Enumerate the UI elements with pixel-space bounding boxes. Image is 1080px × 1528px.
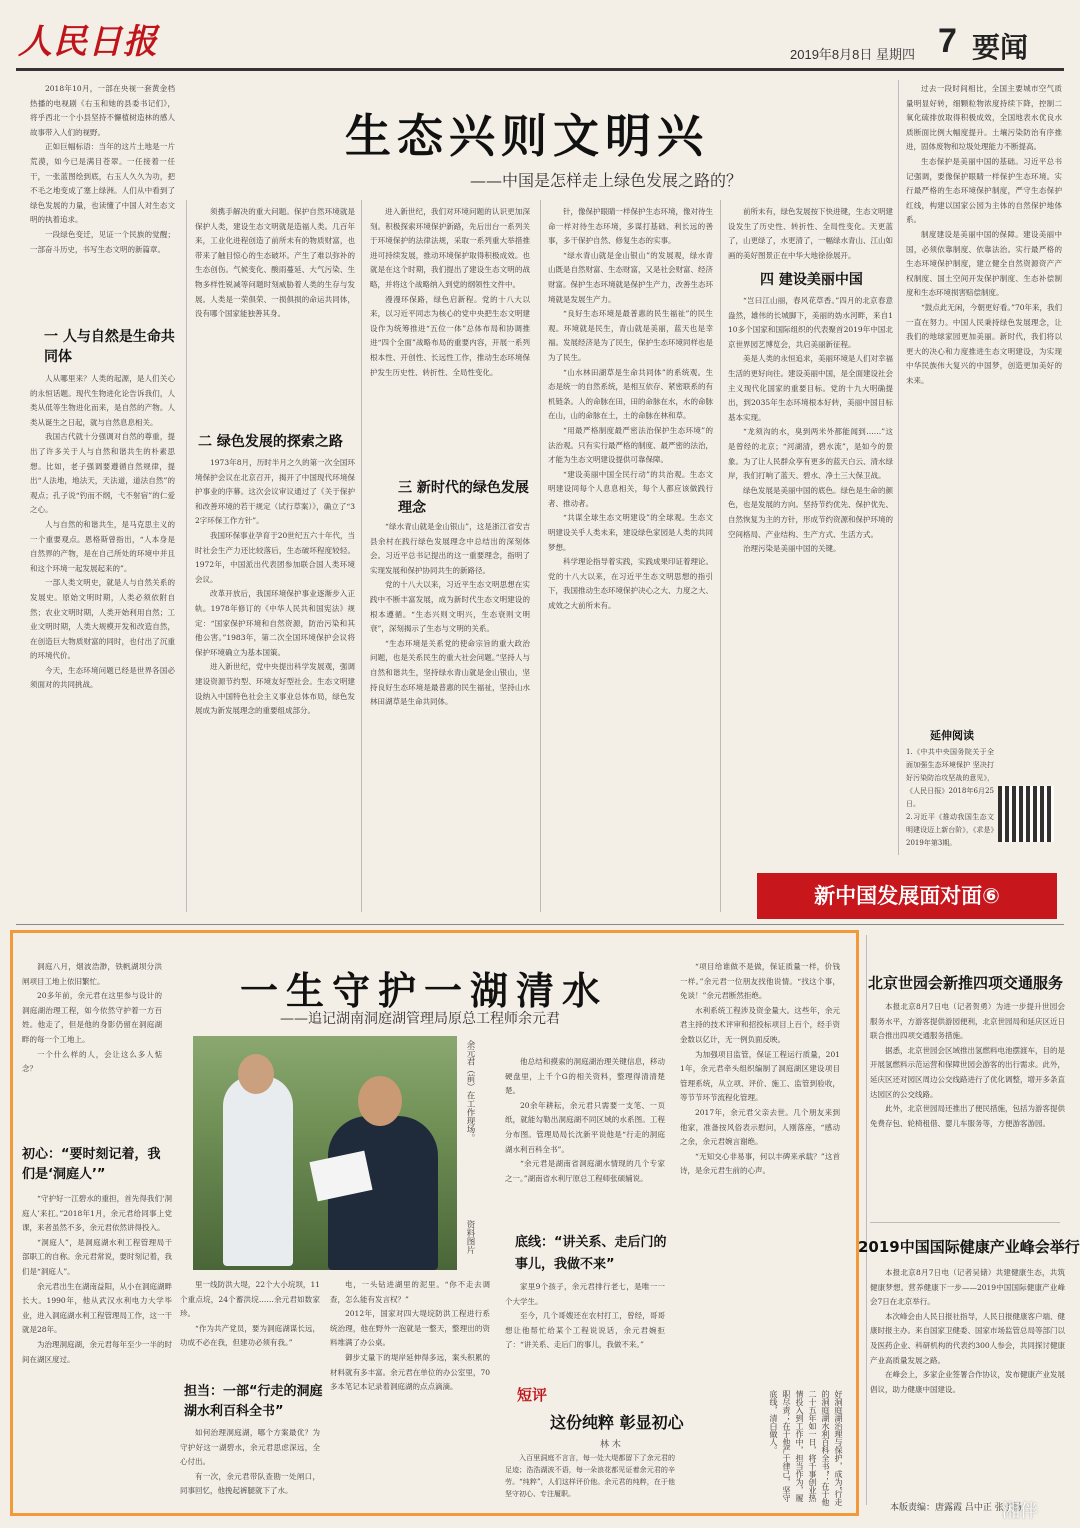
- column-3-top: 进入新世纪，我们对环境问题的认识更加深刻。积极探索环境保护新路，先后出台一系列关于环境保护的法律法规，采取一系列重大举措推进可持续发展，推动环境保护取得积极成效。也就是在这个时期，我们提出了建设生态文明的战略，并将这个战略纳入到党的纲领性文件中。 漫漫环保路，绿色启新程。党的十八大以来，以习近平同志为核心的党中央把生态文明建设作为统筹推进“五位一体”总体布局和协调推进“四个全面”战略布局的重要内容，开展一系列根本性、开创性、长远性工作，推动生态环境保护发生历史性、转折性、全局性变化。: [370, 207, 530, 377]
- feature-section-1-body: “守护好一江碧水的重担，首先得我们‘洞庭人’来扛。”2018年1月，余元君给同事上党课，来者虽然不多，余元君依然讲得投入。 “洞庭人”，是洞庭湖水利工程管理局干部职工的自称。余元君常说，要时刻记着，我们是“洞庭人”。 余元君出生在湖南益阳，从小在洞庭湖畔长大。1990年，他从武汉水利电力大学毕业，进入洞庭湖水利工程管理局工作，这一干就是28年。 为治理洞庭湖，余元君每年至少一半的时间在湖区度过。: [22, 1194, 172, 1364]
- column-divider: [898, 80, 899, 855]
- qr-code-icon: [998, 786, 1054, 842]
- feature-subheading-1: 初心：“要时刻记着，我们是‘洞庭人’”: [22, 1147, 161, 1182]
- feature-section-2-body: 如何治理洞庭湖，哪个方案最优？为守护好这一湖碧水，余元君思虑深远，全心付出。 有一次，余元君带队查勘一处闸口，同事回忆，他挽起裤腿就下了水。: [180, 1428, 320, 1496]
- commentary-author: 林 木: [600, 1440, 621, 1450]
- column-divider: [540, 200, 541, 912]
- commentary-quote: 好洞庭湖治理与保护，成为“行走的洞庭湖水利百科全书”；在于他二十五年如一日，将千事创业热情投入到工作中，担当作为，履职尽责；在于他严于律己，坚守底线，清白做人。: [769, 1390, 843, 1507]
- feature-subtitle: ——追记湖南洞庭湖管理局原总工程师余元君: [280, 1011, 560, 1027]
- main-article-title: 生态兴则文明兴: [345, 109, 709, 163]
- feature-text-block: 电，一头钻进湖里的泥里。“你不走去调查，怎么能有发言权？” 2012年，国家对四大堤垸防洪工程进行系统治理，他在野外一泡就是一整天，整理出的资料堆满了办公桌。 御步丈量下的堤岸延伸得多远，案头积累的材料就有多丰富。余元君在单位的办公室里，70多本笔记本记录着洞庭湖的点点滴滴。: [330, 1280, 490, 1392]
- feature-text-block: 他总结和摸索的洞庭湖治理关键信息，移动硬盘里，上千个G的相关资料，整理得清清楚楚。 20余年耕耘，余元君只需要一支笔、一页纸，就能勾勒出洞庭湖不同区域的水系图。工程分布图。管理局局长沈新平说他是“行走的洞庭湖水利百科全书”。 “余元君是湖南省洞庭湖水情现的几个专家之一。”湖南省水利厅原总工程师张硕辅说。: [505, 1057, 665, 1183]
- column-divider: [186, 200, 187, 912]
- side-news-1-title: 北京世园会新推四项交通服务: [868, 974, 1064, 992]
- photo-credit: 资料图片: [465, 1220, 475, 1254]
- column-divider: [866, 935, 867, 1505]
- feature-text-block: “项目给谁做不是做，保证质量一样，价钱一样。”余元君一位朋友找他说情。“找这个事，免谈！”余元君断然拒绝。 水利系统工程涉及资金量大。这些年，余元君主持的技术评审和招投标项目上百个，经手资金数以亿计，无一例负面反映。 为加强项目监管，保证工程运行质量，2011年，余元君牵头组织编制了洞庭湖区建设项目管理系统，从立项、评价、施工、监管到验收，等节节环节流程化管理。 2017年，余元君父亲去世。几个朋友来到他家，准备按风俗表示慰问，人刚落座，“感动之余，余元君婉言谢绝。 “无知交心非易事，何以丰碑来承载？”这首诗，是余元君生前的心声。: [680, 962, 840, 1176]
- column-6-body: 过去一段时间相比，全国主要城市空气质量明显好转，细颗粒物浓度持续下降，控制二氧化硫排放取得积极成效，全国地表水优良水质断面比例大幅度提升。土壤污染防治有序推进，固体废物和垃圾处理能力不断提高。 生态保护是美丽中国的基础。习近平总书记强调，要像保护眼睛一样保护生态环境。实行最严格的生态环境保护制度，严守生态保护红线，构建以国家公园为主体的自然保护地体系。 制度建设是美丽中国的保障。建设美丽中国，必须依靠制度、依靠法治。实行最严格的生态环境保护制度，建立健全自然资源资产产权制度、国土空间开发保护制度、生态补偿制度和生态环境损害赔偿制度。 “鼓点此无闲，今朝更好看。”70年来，我们一直在努力。中国人民秉持绿色发展理念，让我们的地球家园更加美丽。新时代，我们将以更大的决心和力度推进生态文明建设，为实现中华民族伟大复兴的中国梦，创造更加美好的未来。: [906, 84, 1062, 385]
- section-3-heading: 三 新时代的绿色发展理念: [398, 480, 529, 516]
- masthead-rule: [16, 68, 1064, 71]
- section-1-body: 人从哪里来？人类的起源，是人们关心的永恒话题。现代生物进化论告诉我们，人类从低等生物进化而来，是自然的产物。人类从诞生之日起，就与自然息息相关。 我国古代就十分强调对自然的尊重，提出了许多关于人与自然和谐共生的朴素思想。比如，老子强调要遵循自然规律，提出“人法地，地法天，天法道，道法自然”的观点；孔子说“钓而不纲，弋不射宿”的仁爱之心。 人与自然的和谐共生，是马克思主义的一个重要观点。恩格斯曾指出，“人本身是自然界的产物，是在自己所处的环境中并且和这个环境一起发展起来的”。 一部人类文明史，就是人与自然关系的发展史。原始文明时期，人类必须依附自然；农业文明时期，人类开始利用自然；工业文明时期，人类大规模开发和改造自然，在创造巨大物质财富的同时，也付出了沉重的环境代价。 今天，生态环境问题已经是世界各国必须面对的共同挑战。: [30, 374, 175, 690]
- watermark-logo: 湘伴: [1002, 1501, 1038, 1522]
- side-news-rule: [870, 1222, 1060, 1223]
- feature-photo: [193, 1036, 457, 1270]
- page-editors: 本版责编：唐露霞 吕中正 张子扬: [890, 1503, 1022, 1513]
- side-news-2-body: 本报北京8月7日电（记者吴储）共建健康生态，共筑健康梦想。营养健康下一步——2019中国国际健康产业峰会7日在北京举行。 本次峰会由人民日报社指导，人民日报健康客户端、健康时报主办。来自国家卫健委、国家市场监管总局等部门以及医药企业、科研机构的代表约300人参会，共同探讨健康产业高质量发展之路。 在峰会上，多家企业签署合作协议，发布健康产业发展倡议，助力健康中国建设。: [870, 1268, 1065, 1394]
- column-divider: [361, 200, 362, 912]
- issue-date: 2019年8月8日 星期四: [790, 47, 915, 62]
- section-rule: [16, 924, 1064, 925]
- extended-reading-list: 1.《中共中央国务院关于全面加强生态环境保护 坚决打好污染防治攻坚战的意见》，《人民日报》2018年6月25日。 2.习近平《推动我国生态文明建设迈上新台阶》，《求是》2019年第3期。: [906, 748, 994, 847]
- newspaper-logo: 人民日报: [18, 22, 158, 62]
- photo-figure: [238, 1054, 274, 1094]
- photo-caption: 余元君（前）在工作现场。: [465, 1040, 475, 1142]
- photo-figure: [223, 1076, 293, 1266]
- photo-figure: [358, 1076, 402, 1126]
- section-4-heading: 四 建设美丽中国: [760, 272, 863, 288]
- section-1-heading: 一 人与自然是生命共同体: [44, 329, 175, 365]
- column-4-body: 针，像保护眼睛一样保护生态环境，像对待生命一样对待生态环境，多谋打基础、利长远的善事，多干保护自然、修复生态的实事。 “绿水青山就是金山银山”的发展观，绿水青山既是自然财富、生态财富，又是社会财富、经济财富。保护生态环境就是保护生产力，改善生态环境就是发展生产力。 “良好生态环境是最普惠的民生福祉”的民生观。环境就是民生，青山就是美丽，蓝天也是幸福。发展经济是为了民生，保护生态环境同样也是为了民生。 “山水林田湖草是生命共同体”的系统观。生态是统一的自然系统，是相互依存、紧密联系的有机链条。人的命脉在田，田的命脉在水，水的命脉在山，山的命脉在土，土的命脉在林和草。 “用最严格制度最严密法治保护生态环境”的法治观。只有实行最严格的制度、最严密的法治，才能为生态文明建设提供可靠保障。 “建设美丽中国全民行动”的共治观。生态文明建设同每个人息息相关，每个人都应该做践行者、推动者。 “共谋全球生态文明建设”的全球观。生态文明建设关乎人类未来，建设绿色家园是人类的共同梦想。 科学理论指导着实践，实践成果印证着理论。党的十八大以来，在习近平生态文明思想的指引下，我国推动生态环境保护决心之大、力度之大、成效之大前所未有。: [548, 207, 713, 611]
- column-2-top: 须携手解决的重大问题。保护自然环境就是保护人类，建设生态文明就是造福人类。几百年来，工业化进程创造了前所未有的物质财富，也带来了触目惊心的生态破坏。产生了难以弥补的生态创伤。气候变化、酸雨蔓延、大气污染、生物多样性锐减等问题时刻威胁着人类的生存与发展。人类是一荣俱荣、一损俱损的命运共同体，没有哪个国家能独善其身。: [195, 207, 355, 319]
- column-divider: [720, 200, 721, 912]
- main-article-subtitle: ——中国是怎样走上绿色发展之路的？: [470, 171, 743, 190]
- feature-lead: 洞庭八月，烟波浩渺，铁帆湖坝分洪闸项目工地上依旧繁忙。 20多年前，余元君在这里参与设计的洞庭湖治理工程，如今依然守护着一方百姓。他走了，但是他的身影仍留在洞庭湖畔的每一个工地上。 一个什么样的人，会让这么多人惦念？: [22, 962, 162, 1074]
- feature-text-block: 里一线防洪大堤，22个大小垸坝，11个重点垸，24个蓄洪垸……余元君如数家珍。 “作为共产党员，要为洞庭湖谋长远，功成不必在我，但建功必须有我。”: [180, 1280, 320, 1348]
- side-news-2-title: 2019中国国际健康产业峰会举行: [858, 1238, 1080, 1256]
- page-section-name: 要闻: [972, 31, 1029, 64]
- section-2-body: 1973年8月，历时半月之久的第一次全国环境保护会议在北京召开，揭开了中国现代环境保护事业的序幕。这次会议审议通过了《关于保护和改善环境的若干规定（试行草案）》，确立了“32字环保工作方针”。 我国环保事业孕育于20世纪五六十年代，当时社会生产力还比较落后，生态破坏程度较轻。1972年，中国派出代表团参加联合国人类环境会议。 改革开放后，我国环境保护事业逐渐步入正轨。1978年修订的《中华人民共和国宪法》规定：“国家保护环境和自然资源，防治污染和其他公害。”1983年，第二次全国环境保护会议将保护环境确立为基本国策。 进入新世纪，党中央提出科学发展观，强调建设资源节约型、环境友好型社会。生态文明建设纳入中国特色社会主义事业总体布局，绿色发展成为新发展理念的重要组成部分。: [195, 458, 355, 716]
- main-article-lead: 2018年10月，一部在央视一套黄金档热播的电视剧《右玉和她的县委书记们》，将乎西北一个小县坚持不懈植树造林的感人故事带入人们的视野。 正如巨幅标语：当年的这片土地是一片荒漠，如今已是满目苍翠。一任接着一任干，一张蓝图绘到底，右玉人久久为功，把不毛之地变成了塞上绿洲。人们从中看到了绿色发展的力量，也读懂了中国人对生态文明的执着追求。 一段绿色变迁，见证一个民族的觉醒；一部奋斗历史，书写生态文明的新篇章。: [30, 84, 175, 254]
- feature-subheading-2: 担当：一部“行走的洞庭湖水利百科全书”: [184, 1384, 323, 1419]
- commentary-title: 这份纯粹 彰显初心: [550, 1413, 684, 1432]
- extended-reading-heading: 延伸阅读: [930, 729, 974, 742]
- feature-section-3-body: 家里9个孩子，余元君排行老七，是唯一一个大学生。 至今，几个哥嫂还在农村打工，曾经，哥哥想让他帮忙给某个工程说说话，余元君婉拒了：“讲关系、走后门的事儿，我做不来。”: [505, 1282, 665, 1350]
- commentary-tag: 短评: [517, 1386, 548, 1404]
- column-5-top: 前所未有，绿色发展按下快进键，生态文明建设发生了历史性、转折性、全局性变化。天更蓝了，山更绿了，水更清了，一幅绿水青山、江山如画的美好图景正在中华大地徐徐展开。: [728, 207, 893, 260]
- section-4-body: “岂曰江山丽，春风花草香。”四月的北京春意盎然，雄伟的长城脚下，美丽的妫水河畔，来自110多个国家和国际组织的代表聚首2019年中国北京世界园艺博览会，共启美丽新征程。 美是人类的永恒追求，美丽环境是人们对幸福生活的更好向往。建设美丽中国，是全面建设社会主义现代化国家的重要目标。党的十九大明确提出，到2035年生态环境根本好转，美丽中国目标基本实现。 “龙须沟的水，臭到两米外都能闻到……”这是曾经的北京；“河湖清，碧水流”，是如今的景象。为了让人民群众享有更多的蓝天白云、清水绿岸，我们打响了蓝天、碧水、净土三大保卫战。 绿色发展是美丽中国的底色。绿色是生命的颜色，也是发展的方向。坚持节约优先、保护优先、自然恢复为主的方针，形成节约资源和保护环境的空间格局、产业结构、生产方式、生活方式。 治理污染是美丽中国的关键。: [728, 296, 893, 554]
- section-3-body: “绿水青山就是金山银山”，这是浙江省安吉县余村在践行绿色发展理念中总结出的深刻体会。习近平总书记提出的这一重要理念，指明了实现发展和保护协同共生的新路径。 党的十八大以来，习近平生态文明思想在实践中不断丰富发展，成为新时代生态文明建设的根本遵循。“生态兴则文明兴，生态衰则文明衰”，深刻揭示了生态与文明的关系。 “生态环境是关系党的使命宗旨的重大政治问题，也是关系民生的重大社会问题。”坚持人与自然和谐共生，坚持绿水青山就是金山银山，坚持良好生态环境是最普惠的民生福祉，坚持山水林田湖草是生命共同体。: [370, 522, 530, 707]
- side-news-1-body: 本报北京8月7日电（记者贺勇）为进一步提升世园会服务水平，方游客提供游园便利，北京世园局和延庆区近日联合推出四项交通服务措施。 据悉，北京世园会区域推出氢燃料电池摆渡车，目的是开展氢燃料示范运营和保障世园会游客的出行需求。此外，延庆区还对园区周边公交线路进行了优化调整，增开多条直达园区的公交线路。 此外，北京世园局还推出了便民措施，包括为游客提供免费存包、轮椅租借、婴儿车服务等，方便游客游园。: [870, 1002, 1065, 1128]
- feature-title: 一生守护一湖清水: [240, 969, 609, 1013]
- feature-subheading-3: 底线：“讲关系、走后门的事儿，我做不来”: [515, 1235, 667, 1272]
- page-number: 7: [938, 22, 957, 60]
- series-banner: 新中国发展面对面⑥: [757, 873, 1057, 919]
- section-2-heading: 二 绿色发展的探索之路: [198, 434, 343, 450]
- commentary-body: 入百里洞庭不言言，每一处大堤都留下了余元君的足迹；浩浩湖波不语，每一朵浪花都见证着余元君的辛劳。“纯粹”，人们这样评价他。余元君的纯粹，在于他坚守初心、专注履职。: [505, 1454, 675, 1498]
